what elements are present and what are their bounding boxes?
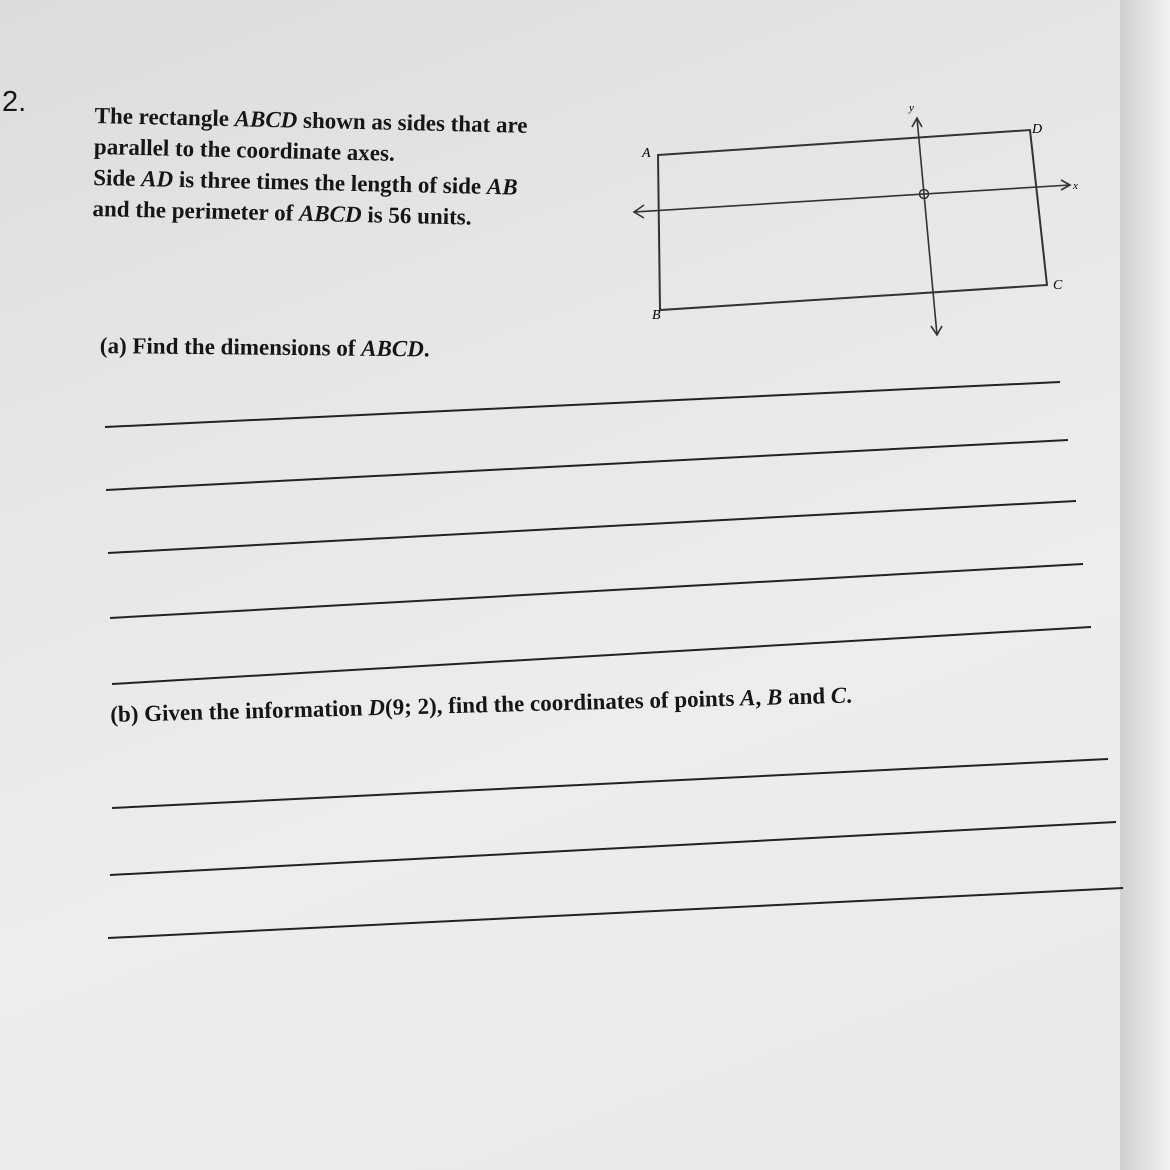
answer-line-a1[interactable] — [105, 382, 1060, 427]
answer-line-a3[interactable] — [108, 501, 1076, 553]
answer-line-a4[interactable] — [110, 564, 1083, 618]
stem-line-3: Side AD is three times the length of side AB — [92, 164, 518, 200]
label-c: C — [1053, 278, 1063, 293]
answer-line-a2[interactable] — [106, 440, 1068, 490]
answer-line-b1[interactable] — [112, 759, 1108, 808]
part-b-question: (b) Given the information D(9; 2), find the coordinates of points A, B and C. — [110, 682, 853, 727]
label-b: B — [652, 308, 661, 323]
label-d: D — [1032, 122, 1043, 137]
stem-line-4: and the perimeter of ABCD is 56 units. — [92, 195, 472, 230]
answer-line-b3[interactable] — [108, 888, 1123, 938]
answer-line-a5[interactable] — [112, 627, 1091, 684]
answer-line-b2[interactable] — [110, 822, 1116, 875]
stem-line-2: parallel to the coordinate axes. — [93, 133, 396, 166]
stem-line-1: The rectangle ABCD shown as sides that are — [94, 102, 528, 138]
label-x: x — [1073, 180, 1078, 192]
question-number: 2. — [2, 86, 27, 118]
part-a-question: (a) Find the dimensions of ABCD. — [99, 333, 430, 362]
label-a: A — [642, 146, 651, 161]
label-y: y — [909, 102, 914, 114]
